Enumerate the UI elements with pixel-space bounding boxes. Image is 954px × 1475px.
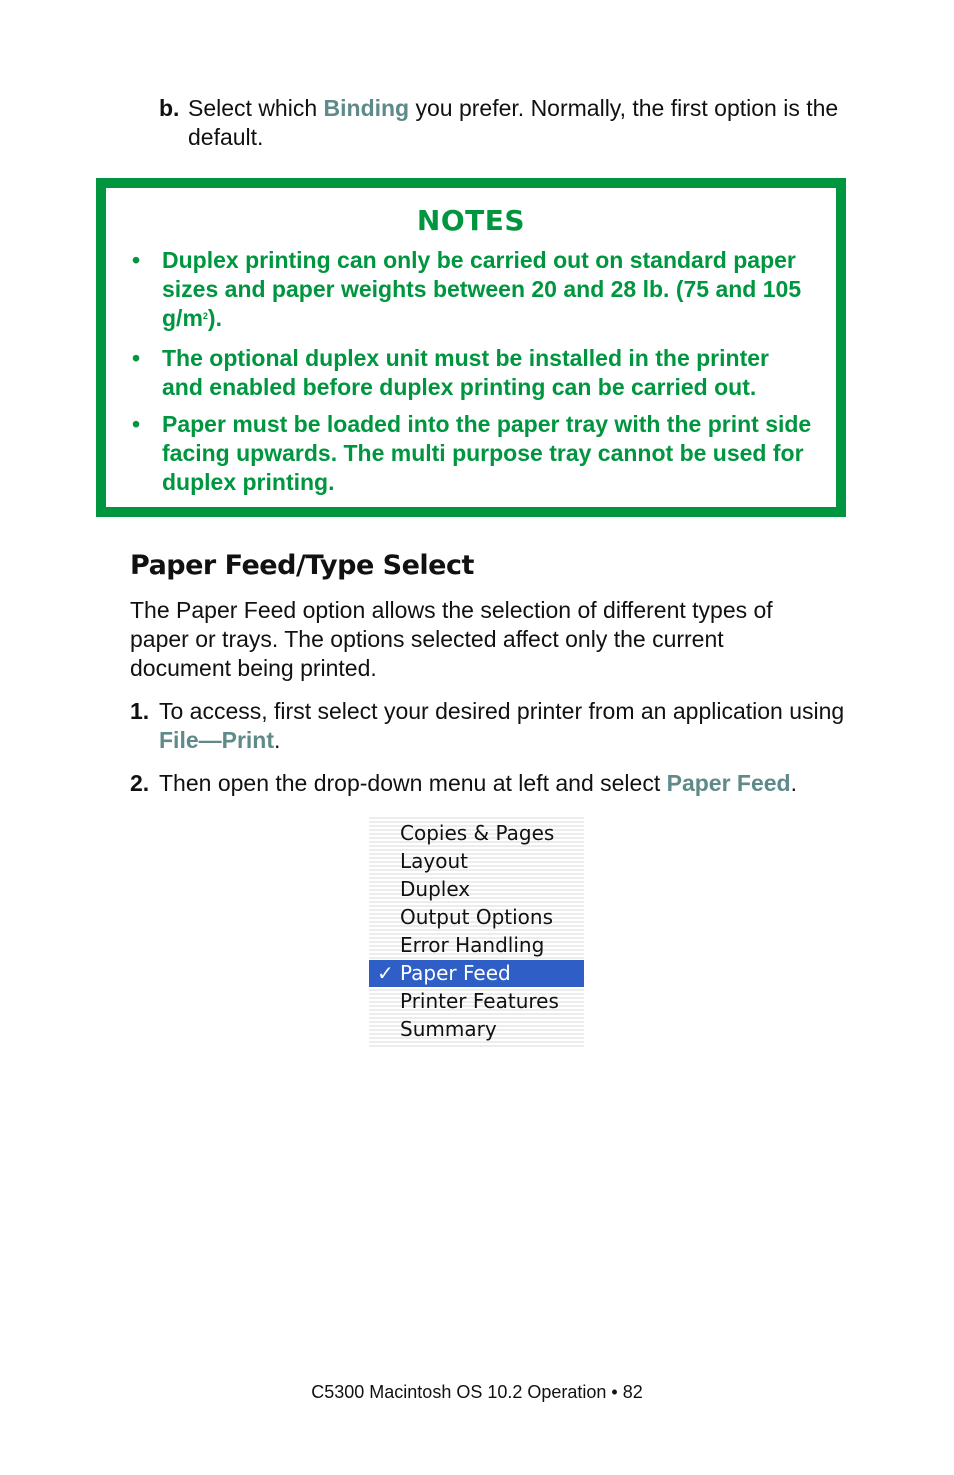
checkmark-icon: ✓ [377,961,394,985]
step-text-part: . [274,727,281,753]
note-item [132,410,812,497]
note-text [162,246,812,333]
menu-item-output-options[interactable] [369,904,584,931]
menu-item-label: Summary [400,1017,497,1041]
page-footer: C5300 Macintosh OS 10.2 Operation • 82 [311,1382,643,1402]
step-text-part: Select which [188,95,324,121]
step-number: b. [159,95,180,121]
step-text [159,769,850,798]
bullet-icon: • [132,247,141,273]
file-print-highlight: File—Print [159,727,275,753]
menu-item-label: Output Options [400,905,553,929]
step-text-part: . [790,770,797,796]
menu-item-duplex[interactable] [369,876,584,903]
step-text-part: To access, first select your desired printer from an application using [159,698,845,724]
step-number: 2. [130,770,150,796]
print-options-menu [369,815,584,1047]
note-text: Paper must be loaded into the paper tray with the print side facing upwards. The multi purpose tray cannot be used for duplex printing. [162,411,812,495]
menu-item-label: Layout [400,849,468,873]
binding-highlight: Binding [323,95,410,121]
note-text-part: ). [207,305,222,331]
step-text [159,697,850,755]
section-heading: Paper Feed/Type Select [130,550,474,581]
note-text: The optional duplex unit must be installed in the printer and enabled before duplex printing can be carried out. [162,345,769,400]
menu-item-label: Copies & Pages [400,821,555,845]
step-text-part: Then open the drop-down menu at left and select [159,770,667,796]
menu-item-label: Paper Feed [400,961,511,985]
menu-item-printer-features[interactable] [369,988,584,1015]
notes-box [96,178,846,517]
menu-item-copies-pages[interactable] [369,820,584,847]
step-number: 1. [130,698,150,724]
menu-item-layout[interactable] [369,848,584,875]
step-b [159,94,859,152]
step-text [188,94,859,152]
menu-item-label: Printer Features [400,989,559,1013]
section-paragraph: The Paper Feed option allows the selection of different types of paper or trays. The options selected affect only the current document being printed. [130,597,773,681]
menu-item-paper-feed[interactable] [369,960,584,987]
step-1 [130,697,850,755]
step-2 [130,769,850,798]
notes-title: NOTES [416,204,526,237]
step-text-part: you prefer. Normally, the first option is the default. [188,95,839,150]
paper-feed-highlight: Paper Feed [666,770,791,796]
note-item [132,344,812,402]
menu-item-summary[interactable] [369,1016,584,1043]
menu-item-label: Error Handling [400,933,545,957]
bullet-icon: • [132,345,141,371]
note-text-part: Duplex printing can only be carried out on standard paper sizes and paper weights between 20 and 28 lb. (75 and 105 g/m [162,247,802,331]
menu-item-label: Duplex [400,877,471,901]
note-item [132,246,812,333]
superscript: 2 [202,311,208,321]
bullet-icon: • [132,411,141,437]
menu-item-error-handling[interactable] [369,932,584,959]
